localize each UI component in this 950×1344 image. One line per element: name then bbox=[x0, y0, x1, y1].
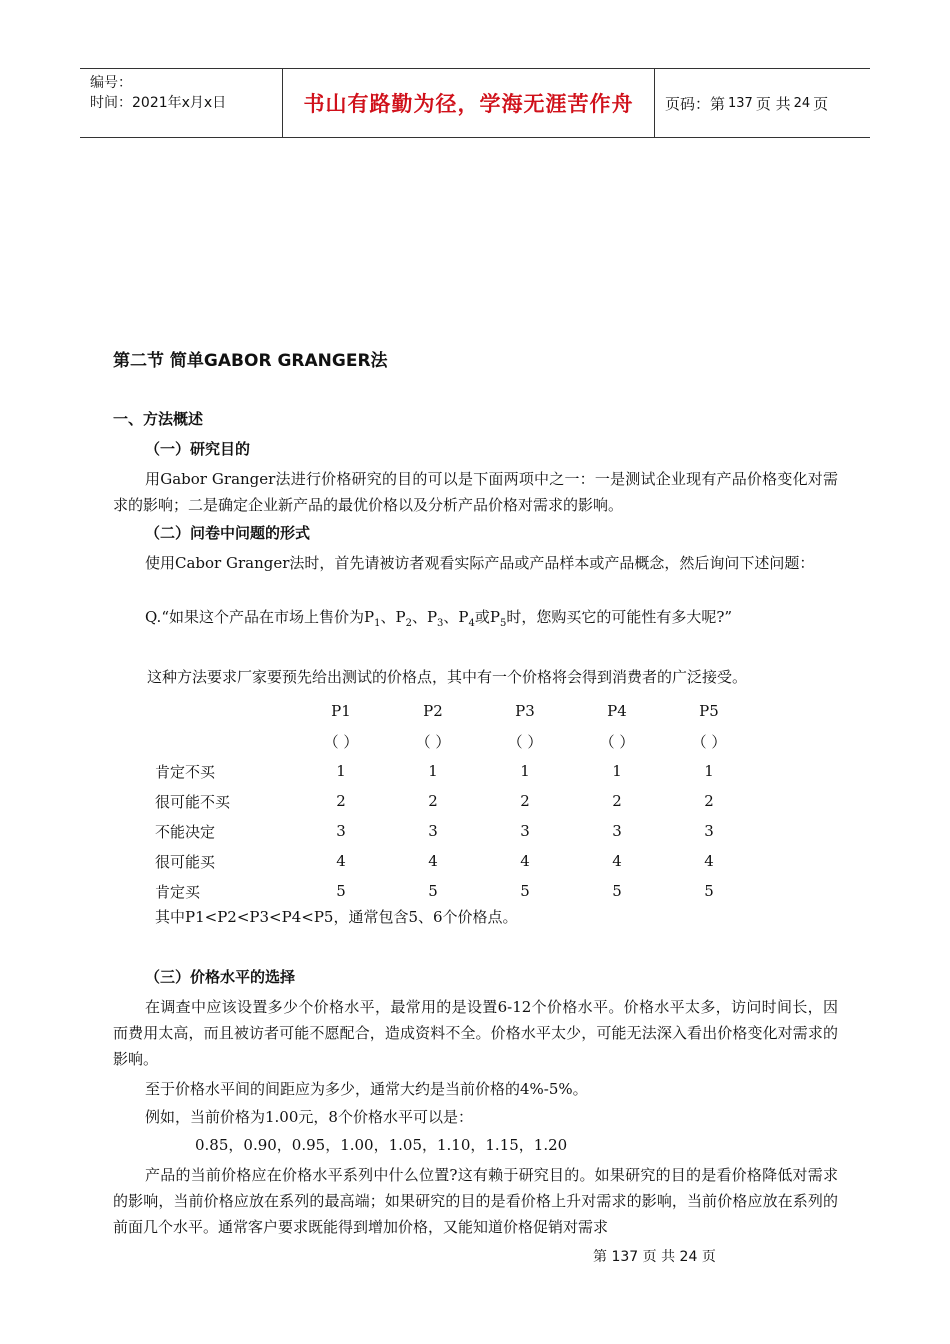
blank-p1: （ ） bbox=[323, 732, 359, 751]
scale-row bbox=[155, 756, 775, 786]
scale-cell: 2 bbox=[612, 792, 622, 810]
scale-cell: 2 bbox=[704, 792, 714, 810]
scale-row bbox=[155, 816, 775, 846]
scale-cell: 5 bbox=[428, 882, 438, 900]
scale-blank-row bbox=[155, 726, 775, 756]
response-scale-table bbox=[155, 696, 775, 906]
paragraph-spacing: 至于价格水平间的间距应为多少，通常大约是当前价格的4%-5%。 bbox=[145, 1080, 588, 1098]
page-end-label: 页 bbox=[813, 94, 829, 113]
scale-cell: 3 bbox=[704, 822, 714, 840]
blank-p2: （ ） bbox=[415, 732, 451, 751]
footer-total: 24 bbox=[679, 1249, 698, 1265]
scale-cell: 1 bbox=[520, 762, 530, 780]
page-number: 137 bbox=[728, 95, 753, 111]
scale-row bbox=[155, 846, 775, 876]
price-series: 0.85，0.90，0.95，1.00，1.05，1.10，1.15，1.20 bbox=[195, 1136, 568, 1154]
motto: 书山有路勤为径，学海无涯苦作舟 bbox=[303, 92, 634, 116]
blank-p5: （ ） bbox=[691, 732, 727, 751]
scale-cell: 5 bbox=[520, 882, 530, 900]
scale-cell: 1 bbox=[336, 762, 346, 780]
scale-row-label: 很可能不买 bbox=[155, 792, 231, 811]
scale-cell: 5 bbox=[704, 882, 714, 900]
paragraph-question-intro: 使用Cabor Granger法时，首先请被访者观看实际产品或产品样本或产品概念，然后询问下述问题： bbox=[145, 554, 815, 572]
scale-row bbox=[155, 786, 775, 816]
sub-4: 4 bbox=[468, 618, 475, 629]
question-prefix: Q.“如果这个产品在市场上售价为P bbox=[145, 608, 375, 626]
scale-cell: 1 bbox=[704, 762, 714, 780]
blank-p4: （ ） bbox=[599, 732, 635, 751]
sub-3: 3 bbox=[437, 618, 444, 629]
header-p3: P3 bbox=[515, 702, 535, 720]
heading-question-form: （二）问卷中问题的形式 bbox=[145, 524, 311, 542]
header-motto-cell bbox=[283, 69, 655, 137]
scale-cell: 2 bbox=[428, 792, 438, 810]
question-suffix: 时，您购买它的可能性有多大呢?” bbox=[506, 608, 733, 626]
sub-1: 1 bbox=[374, 618, 381, 629]
section-title: 第二节 简单GABOR GRANGER法 bbox=[113, 351, 388, 371]
serial-label: 编号： bbox=[90, 75, 132, 91]
footer-pre: 第 bbox=[593, 1249, 607, 1265]
paragraph-price-levels: 在调查中应该设置多少个价格水平，最常用的是设置6-12个价格水平。价格水平太多，访问时间长，因而费用太高，而且被访者可能不愿配合，造成资料不全。价格水平太少，可能无法深入看出价格变化对需求的影响。 bbox=[113, 998, 838, 1068]
page-mid-label: 页 共 bbox=[755, 94, 791, 113]
footer-end: 页 bbox=[701, 1249, 716, 1265]
scale-cell: 2 bbox=[520, 792, 530, 810]
header-info-cell bbox=[80, 69, 283, 137]
scale-row-label: 肯定不买 bbox=[155, 762, 216, 781]
scale-cell: 3 bbox=[336, 822, 346, 840]
page-footer bbox=[593, 1246, 716, 1266]
scale-cell: 2 bbox=[336, 792, 346, 810]
header-p2: P2 bbox=[423, 702, 443, 720]
scale-row bbox=[155, 876, 775, 906]
scale-cell: 3 bbox=[428, 822, 438, 840]
question-sep-3: 、P bbox=[443, 608, 469, 626]
header-p5: P5 bbox=[699, 702, 719, 720]
paragraph-current-price-position: 产品的当前价格应在价格水平系列中什么位置?这有赖于研究目的。如果研究的目的是看价格降低对需求的影响，当前价格应放在系列的最高端；如果研究的目的是看价格上升对需求的影响，当前价格应放在系列的前面几个水平。通常客户要求既能得到增加价格，又能知道价格促销对需求 bbox=[113, 1166, 838, 1236]
scale-cell: 5 bbox=[336, 882, 346, 900]
scale-cell: 4 bbox=[612, 852, 622, 870]
sub-5: 5 bbox=[499, 618, 507, 629]
paragraph-example: 例如，当前价格为1.00元，8个价格水平可以是： bbox=[145, 1108, 473, 1126]
page-label: 页码：第 bbox=[665, 94, 726, 113]
date-label: 时间：2021年x月x日 bbox=[90, 95, 227, 111]
scale-header-row bbox=[155, 696, 775, 726]
blank-p3: （ ） bbox=[507, 732, 543, 751]
question-sep-1: 、P bbox=[380, 608, 406, 626]
page-total: 24 bbox=[793, 95, 811, 111]
footer-page-number: 137 bbox=[611, 1249, 639, 1265]
question-line bbox=[145, 606, 732, 629]
heading-method-overview: 一、方法概述 bbox=[113, 410, 204, 428]
header-p1: P1 bbox=[331, 702, 351, 720]
header-page-cell bbox=[655, 69, 870, 137]
scale-cell: 4 bbox=[428, 852, 438, 870]
footer-mid: 页 共 bbox=[642, 1249, 676, 1265]
scale-cell: 1 bbox=[428, 762, 438, 780]
heading-price-level-selection: （三）价格水平的选择 bbox=[145, 968, 296, 986]
scale-cell: 4 bbox=[336, 852, 346, 870]
paragraph-price-points: 这种方法要求厂家要预先给出测试的价格点，其中有一个价格将会得到消费者的广泛接受。 bbox=[147, 668, 748, 686]
question-sep-2: 、P bbox=[411, 608, 438, 626]
scale-cell: 3 bbox=[520, 822, 530, 840]
scale-row-label: 不能决定 bbox=[155, 822, 216, 841]
header-p4: P4 bbox=[607, 702, 627, 720]
paragraph-purpose: 用Gabor Granger法进行价格研究的目的可以是下面两项中之一：一是测试企业现有产品价格变化对需求的影响；二是确定企业新产品的最优价格以及分析产品价格对需求的影响。 bbox=[113, 470, 838, 514]
heading-research-purpose: （一）研究目的 bbox=[145, 440, 251, 458]
question-or: 或P bbox=[474, 608, 500, 626]
price-order-note: 其中P1<P2<P3<P4<P5，通常包含5、6个价格点。 bbox=[155, 908, 518, 926]
scale-cell: 3 bbox=[612, 822, 622, 840]
scale-row-label: 很可能买 bbox=[155, 852, 216, 871]
scale-cell: 1 bbox=[612, 762, 622, 780]
page-header bbox=[80, 68, 870, 138]
sub-2: 2 bbox=[405, 618, 412, 629]
scale-cell: 4 bbox=[704, 852, 714, 870]
scale-cell: 4 bbox=[520, 852, 530, 870]
scale-row-label: 肯定买 bbox=[155, 882, 201, 901]
scale-cell: 5 bbox=[612, 882, 622, 900]
